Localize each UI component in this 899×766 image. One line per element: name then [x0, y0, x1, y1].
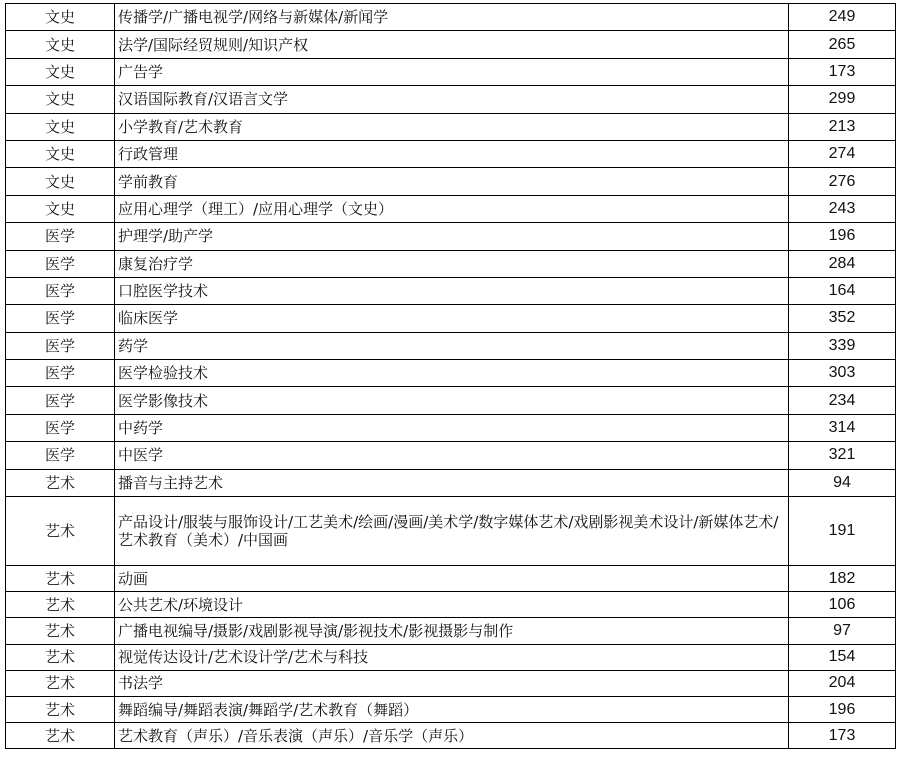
category-cell: 艺术 [6, 670, 115, 696]
score-cell: 299 [789, 86, 896, 113]
category-cell: 文史 [6, 195, 115, 222]
majors-cell: 视觉传达设计/艺术设计学/艺术与科技 [115, 644, 789, 670]
score-cell: 164 [789, 277, 896, 304]
category-cell: 文史 [6, 58, 115, 85]
majors-cell: 法学/国际经贸规则/知识产权 [115, 31, 789, 58]
score-cell: 191 [789, 497, 896, 566]
majors-cell: 舞蹈编导/舞蹈表演/舞蹈学/艺术教育（舞蹈） [115, 696, 789, 722]
category-cell: 医学 [6, 387, 115, 414]
majors-cell: 传播学/广播电视学/网络与新媒体/新闻学 [115, 4, 789, 31]
category-cell: 文史 [6, 113, 115, 140]
majors-cell: 产品设计/服装与服饰设计/工艺美术/绘画/漫画/美术学/数字媒体艺术/戏剧影视美术设计/新媒体艺术/艺术教育（美术）/中国画 [115, 497, 789, 566]
table-row [6, 277, 896, 304]
majors-cell: 中医学 [115, 442, 789, 469]
majors-cell: 公共艺术/环境设计 [115, 592, 789, 618]
score-cell: 94 [789, 469, 896, 496]
table-row [6, 723, 896, 749]
category-cell: 艺术 [6, 644, 115, 670]
score-cell: 274 [789, 140, 896, 167]
category-cell: 医学 [6, 250, 115, 277]
table-row [6, 223, 896, 250]
majors-cell: 口腔医学技术 [115, 277, 789, 304]
score-cell: 106 [789, 592, 896, 618]
table-row [6, 592, 896, 618]
table-row [6, 469, 896, 496]
table-row [6, 140, 896, 167]
majors-cell: 学前教育 [115, 168, 789, 195]
score-cell: 314 [789, 414, 896, 441]
category-cell: 文史 [6, 140, 115, 167]
category-cell: 医学 [6, 442, 115, 469]
majors-cell: 小学教育/艺术教育 [115, 113, 789, 140]
table-row [6, 387, 896, 414]
majors-cell: 行政管理 [115, 140, 789, 167]
majors-cell: 应用心理学（理工）/应用心理学（文史） [115, 195, 789, 222]
majors-cell: 康复治疗学 [115, 250, 789, 277]
category-cell: 艺术 [6, 592, 115, 618]
table-row [6, 86, 896, 113]
table-row [6, 618, 896, 644]
majors-cell: 汉语国际教育/汉语言文学 [115, 86, 789, 113]
category-cell: 艺术 [6, 696, 115, 722]
category-cell: 医学 [6, 277, 115, 304]
category-cell: 艺术 [6, 723, 115, 749]
table-row [6, 696, 896, 722]
table-body [6, 4, 896, 749]
table-row [6, 670, 896, 696]
score-cell: 97 [789, 618, 896, 644]
category-cell: 文史 [6, 4, 115, 31]
score-cell: 196 [789, 223, 896, 250]
category-cell: 艺术 [6, 566, 115, 592]
score-cell: 284 [789, 250, 896, 277]
table-row [6, 332, 896, 359]
admission-score-table [5, 3, 896, 749]
category-cell: 医学 [6, 332, 115, 359]
table-row [6, 566, 896, 592]
category-cell: 艺术 [6, 618, 115, 644]
majors-cell: 艺术教育（声乐）/音乐表演（声乐）/音乐学（声乐） [115, 723, 789, 749]
table-row [6, 195, 896, 222]
score-cell: 243 [789, 195, 896, 222]
score-cell: 204 [789, 670, 896, 696]
score-cell: 234 [789, 387, 896, 414]
score-cell: 339 [789, 332, 896, 359]
score-cell: 154 [789, 644, 896, 670]
score-cell: 321 [789, 442, 896, 469]
score-cell: 249 [789, 4, 896, 31]
score-cell: 303 [789, 360, 896, 387]
table-row [6, 497, 896, 566]
category-cell: 医学 [6, 360, 115, 387]
majors-cell: 书法学 [115, 670, 789, 696]
table-row [6, 113, 896, 140]
score-cell: 265 [789, 31, 896, 58]
category-cell: 文史 [6, 31, 115, 58]
majors-cell: 医学影像技术 [115, 387, 789, 414]
category-cell: 文史 [6, 86, 115, 113]
table-row [6, 31, 896, 58]
table-row [6, 442, 896, 469]
majors-cell: 临床医学 [115, 305, 789, 332]
score-cell: 213 [789, 113, 896, 140]
score-cell: 276 [789, 168, 896, 195]
majors-cell: 广告学 [115, 58, 789, 85]
score-cell: 173 [789, 723, 896, 749]
category-cell: 艺术 [6, 469, 115, 496]
score-cell: 173 [789, 58, 896, 85]
score-cell: 182 [789, 566, 896, 592]
table-row [6, 250, 896, 277]
category-cell: 医学 [6, 414, 115, 441]
table-row [6, 360, 896, 387]
majors-cell: 医学检验技术 [115, 360, 789, 387]
category-cell: 文史 [6, 168, 115, 195]
score-cell: 352 [789, 305, 896, 332]
table-row [6, 644, 896, 670]
majors-cell: 广播电视编导/摄影/戏剧影视导演/影视技术/影视摄影与制作 [115, 618, 789, 644]
score-cell: 196 [789, 696, 896, 722]
majors-cell: 播音与主持艺术 [115, 469, 789, 496]
majors-cell: 中药学 [115, 414, 789, 441]
table-row [6, 168, 896, 195]
table-row [6, 4, 896, 31]
category-cell: 医学 [6, 223, 115, 250]
majors-cell: 动画 [115, 566, 789, 592]
majors-cell: 护理学/助产学 [115, 223, 789, 250]
table-row [6, 305, 896, 332]
majors-cell: 药学 [115, 332, 789, 359]
category-cell: 医学 [6, 305, 115, 332]
table-row [6, 414, 896, 441]
category-cell: 艺术 [6, 497, 115, 566]
table-row [6, 58, 896, 85]
